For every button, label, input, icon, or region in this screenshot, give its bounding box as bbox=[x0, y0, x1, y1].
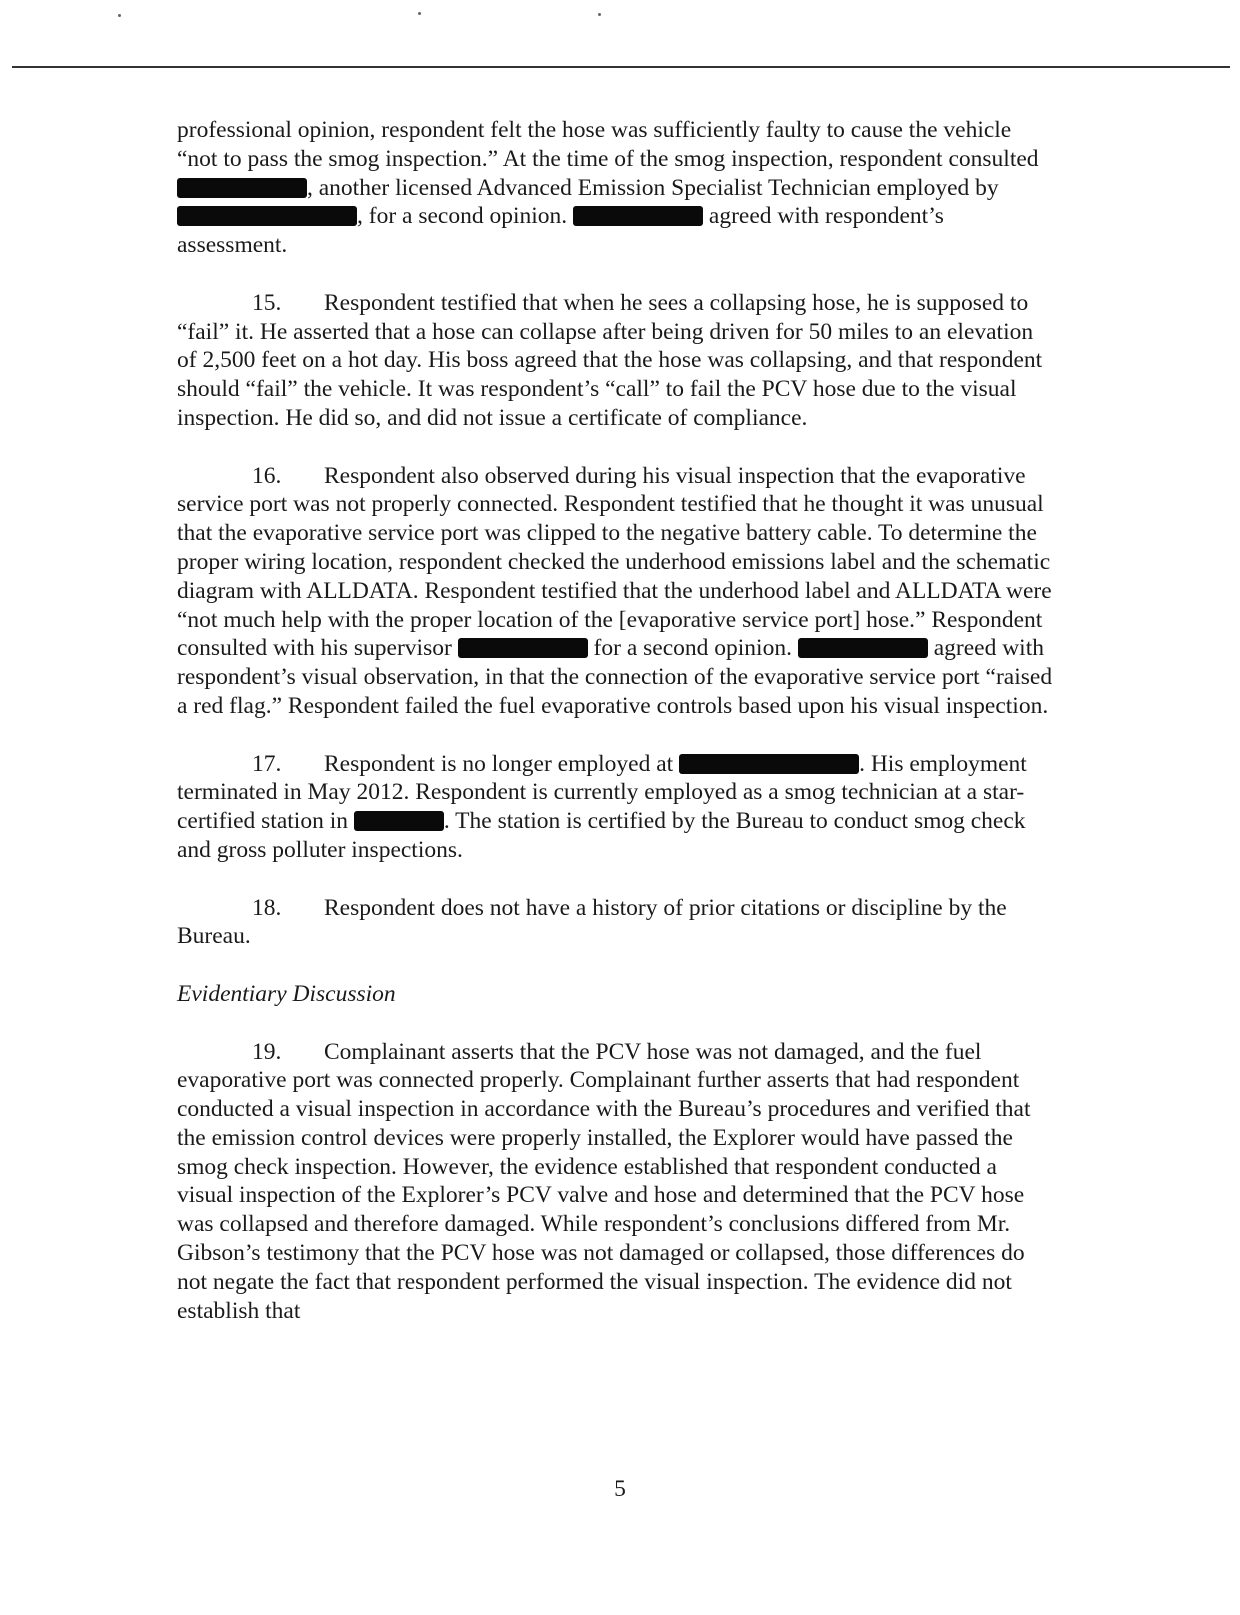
paragraph-number: 15. bbox=[252, 289, 282, 316]
paragraph-16 bbox=[177, 462, 1057, 721]
paragraph-number: 18. bbox=[252, 894, 282, 921]
redaction-bar bbox=[679, 754, 859, 774]
redaction-bar bbox=[573, 206, 703, 226]
text-segment: Complainant asserts that the PCV hose was not damaged, and the fuel evaporative port was connected properly. Complainant further asserts that had respondent conducted a visual inspection in accordance with the Bureau’s procedures and verified that the emission control devices were properly installed, the Explorer would have passed the smog check inspection. However, the evidence established that respondent conducted a visual inspection of the Explorer’s PCV valve and hose and determined that the PCV hose was collapsed and therefore damaged. While respondent’s conclusions differed from Mr. Gibson’s testimony that the PCV hose was not damaged or collapsed, those differences do not negate the fact that respondent performed the visual inspection. The evidence did not establish that bbox=[177, 1038, 1031, 1324]
text-segment: for a second opinion. bbox=[587, 635, 798, 662]
text-segment: agreed with respondent’s visual observation, in that the connection of the evaporative service port “raised a red flag.” Respondent failed the fuel evaporative controls based upon his visual inspection. bbox=[177, 635, 1053, 719]
paragraph-14-continued bbox=[177, 116, 1057, 260]
text-segment: , for a second opinion. bbox=[357, 203, 574, 230]
scan-speck bbox=[418, 12, 421, 15]
text-segment: Respondent does not have a history of prior citations or discipline by the Bureau. bbox=[177, 894, 1007, 950]
document-body bbox=[177, 116, 1057, 1354]
text-segment: professional opinion, respondent felt the hose was sufficiently faulty to cause the vehicle “not to pass the smog inspection.” At the time of the smog inspection, respondent consulted bbox=[177, 117, 1039, 172]
text-segment: Respondent also observed during his visual inspection that the evaporative service port was not properly connected. Respondent testified that he thought it was unusual that the evaporative service port was clipped to the negative battery cable. To determine the proper wiring location, respondent checked the underhood emissions label and the schematic diagram with ALLDATA. Respondent testified that the underhood label and ALLDATA were “not much help with the proper location of the [evaporative service port] hose.” Respondent consulted with his supervisor bbox=[177, 462, 1052, 662]
page-number: 5 bbox=[614, 1476, 626, 1502]
text-segment: , another licensed Advanced Emission Specialist Technician employed by bbox=[307, 174, 999, 201]
paragraph-18 bbox=[177, 894, 1057, 952]
scan-speck bbox=[598, 13, 601, 16]
scan-speck bbox=[118, 14, 121, 17]
redaction-bar bbox=[177, 206, 357, 226]
top-rule bbox=[12, 66, 1230, 68]
text-segment: Respondent testified that when he sees a collapsing hose, he is supposed to “fail” it. He asserted that a hose can collapse after being driven for 50 miles to an elevation of 2,500 feet on a hot day. His boss agreed that the hose was collapsing, and that respondent should “fail” the vehicle. It was respondent’s “call” to fail the PCV hose due to the visual inspection. He did so, and did not issue a certificate of compliance. bbox=[177, 289, 1043, 431]
section-heading: Evidentiary Discussion bbox=[177, 980, 396, 1007]
redaction-bar bbox=[798, 638, 928, 658]
text-segment: agreed with respondent’s assessment. bbox=[177, 203, 944, 259]
redaction-bar bbox=[177, 178, 307, 198]
paragraph-number: 16. bbox=[252, 462, 282, 489]
text-segment: Respondent is no longer employed at bbox=[324, 750, 680, 777]
text-segment: . The station is certified by the Bureau to conduct smog check and gross polluter inspections. bbox=[177, 808, 1026, 863]
paragraph-number: 17. bbox=[252, 750, 282, 777]
paragraph-17 bbox=[177, 750, 1057, 865]
paragraph-19 bbox=[177, 1038, 1057, 1326]
redaction-bar bbox=[354, 811, 444, 831]
text-segment: . His employment terminated in May 2012. Respondent is currently employed as a smog technician at a star-certified station in bbox=[177, 750, 1027, 835]
paragraph-15 bbox=[177, 289, 1057, 433]
redaction-bar bbox=[458, 638, 588, 658]
paragraph-number: 19. bbox=[252, 1038, 282, 1065]
